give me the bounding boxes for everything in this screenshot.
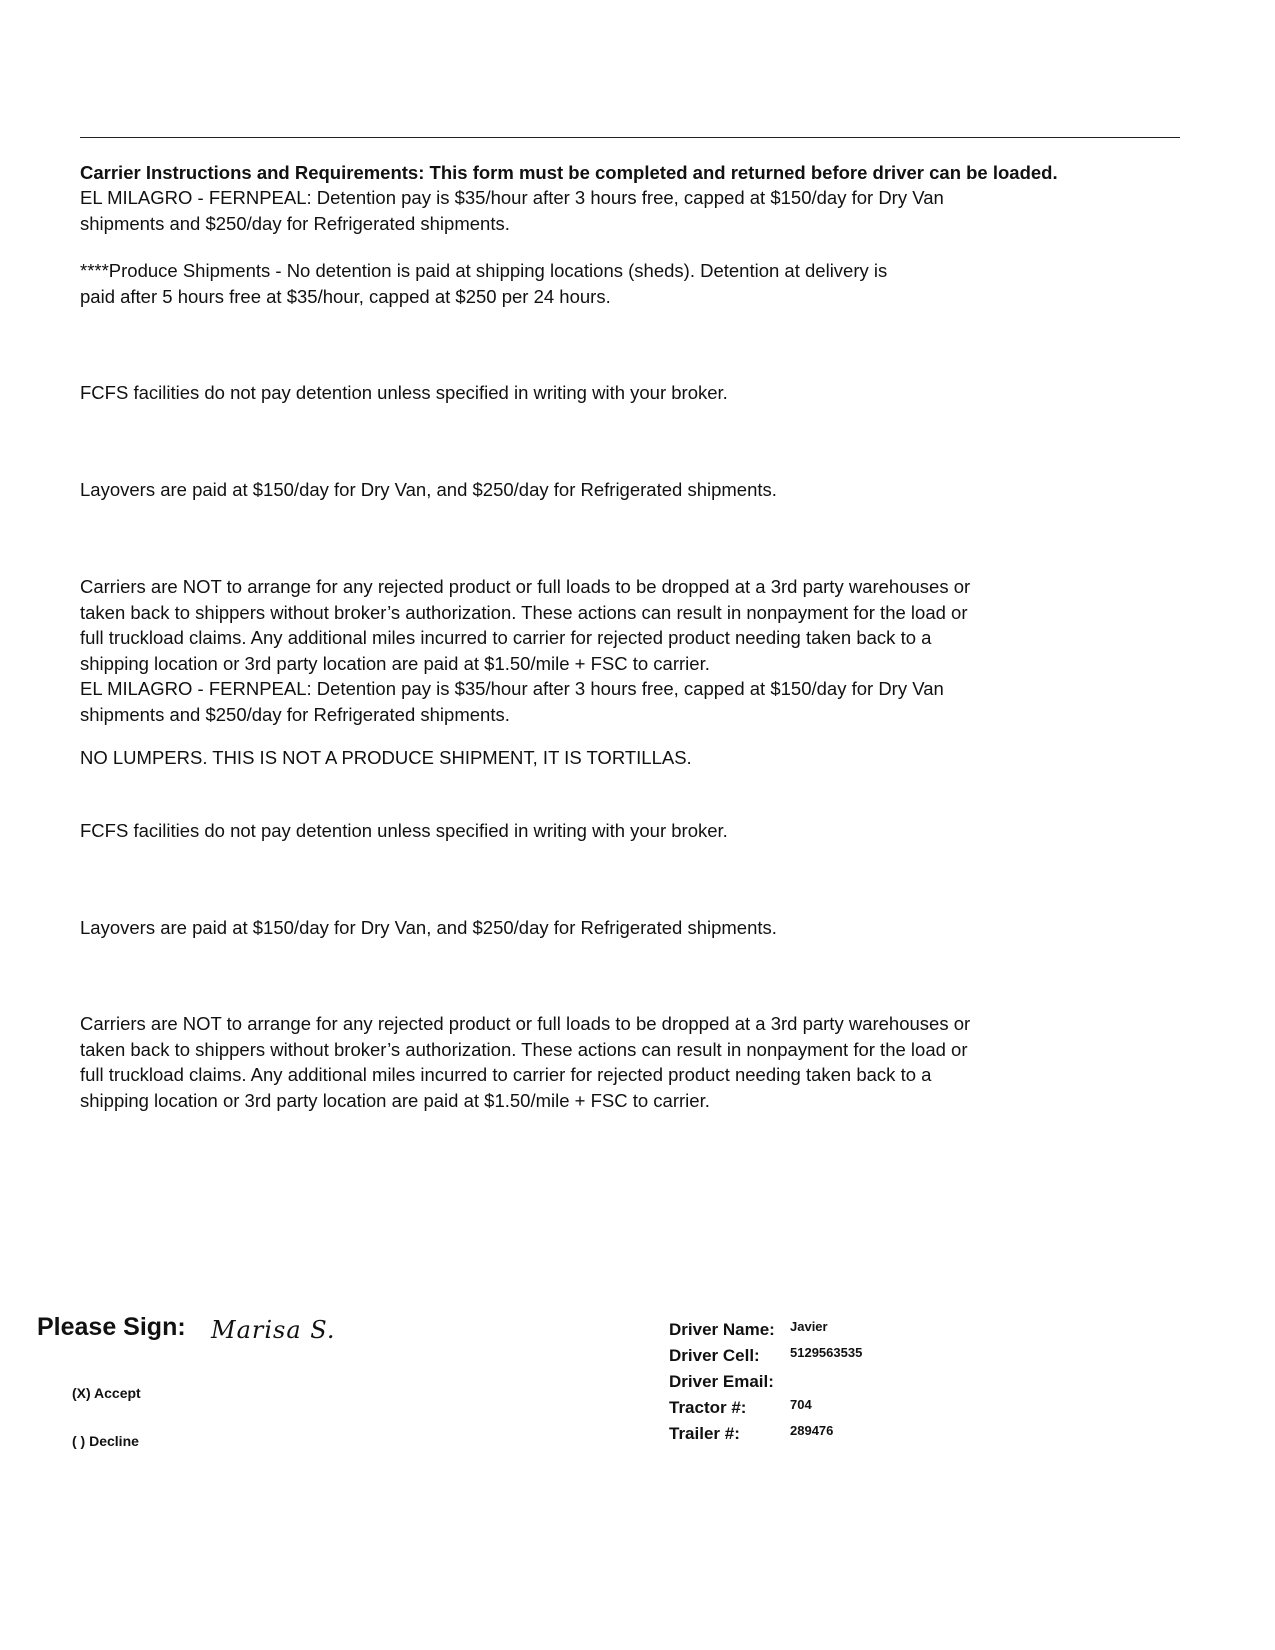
fcfs-paragraph: FCFS facilities do not pay detention unless specified in writing with your broker. <box>80 382 728 403</box>
driver-name-label: Driver Name: <box>669 1320 775 1339</box>
top-divider <box>80 137 1180 138</box>
tractor-number-label: Tractor #: <box>669 1398 747 1417</box>
produce-shipments-paragraph: ****Produce Shipments - No detention is paid at shipping locations (sheds). Detention at delivery is paid after 5 hours free at $35/hour, capped at $250 per 24 hours. <box>80 260 888 307</box>
el-milagro-detention-paragraph: EL MILAGRO - FERNPEAL: Detention pay is $35/hour after 3 hours free, capped at $150/day for Dry Van shipments and $250/day for Refrigerated shipments. <box>80 187 944 234</box>
trailer-number-label: Trailer #: <box>669 1424 740 1443</box>
tractor-number-value: 704 <box>790 1397 812 1412</box>
rejected-product-paragraph: Carriers are NOT to arrange for any rejected product or full loads to be dropped at a 3rd party warehouses or taken back to shippers without broker’s authorization. These actions can result in nonpayment for the load or full truckload claims. Any additional miles incurred to carrier for rejected product needing taken back to a shipping location or 3rd party location are paid at $1.50/mile + FSC to carrier. <box>80 576 971 674</box>
layovers-paragraph-repeat: Layovers are paid at $150/day for Dry Van, and $250/day for Refrigerated shipments. <box>80 917 777 938</box>
accept-option: (X) Accept <box>72 1385 141 1401</box>
fcfs-paragraph-repeat: FCFS facilities do not pay detention unless specified in writing with your broker. <box>80 820 728 841</box>
rejected-product-paragraph-repeat: Carriers are NOT to arrange for any rejected product or full loads to be dropped at a 3rd party warehouses or taken back to shippers without broker’s authorization. These actions can result in nonpayment for the load or full truckload claims. Any additional miles incurred to carrier for rejected product needing taken back to a shipping location or 3rd party location are paid at $1.50/mile + FSC to carrier. <box>80 1013 971 1111</box>
driver-name-value: Javier <box>790 1319 828 1334</box>
decline-option: ( ) Decline <box>72 1433 139 1449</box>
el-milagro-detention-paragraph-repeat: EL MILAGRO - FERNPEAL: Detention pay is $35/hour after 3 hours free, capped at $150/day for Dry Van shipments and $250/day for Refrigerated shipments. <box>80 678 944 725</box>
driver-cell-value: 5129563535 <box>790 1345 863 1360</box>
driver-email-label: Driver Email: <box>669 1372 774 1391</box>
layovers-paragraph: Layovers are paid at $150/day for Dry Van, and $250/day for Refrigerated shipments. <box>80 479 777 500</box>
signature: Marisa S. <box>211 1316 336 1344</box>
trailer-number-value: 289476 <box>790 1423 834 1438</box>
no-lumpers-paragraph: NO LUMPERS. THIS IS NOT A PRODUCE SHIPMENT, IT IS TORTILLAS. <box>80 747 692 768</box>
please-sign-label: Please Sign: <box>37 1313 186 1341</box>
instructions-heading: Carrier Instructions and Requirements: This form must be completed and returned before driver can be loaded. <box>80 162 1058 183</box>
driver-cell-label: Driver Cell: <box>669 1346 760 1365</box>
